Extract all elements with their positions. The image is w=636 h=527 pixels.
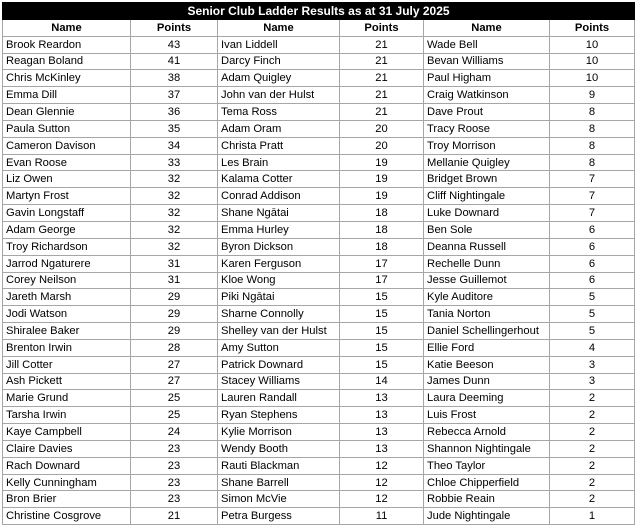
- points-cell: 23: [131, 440, 218, 457]
- points-cell: 21: [340, 87, 424, 104]
- points-cell: 2: [550, 474, 635, 491]
- name-cell: Deanna Russell: [424, 238, 550, 255]
- points-cell: 32: [131, 238, 218, 255]
- points-cell: 23: [131, 491, 218, 508]
- name-cell: Jill Cotter: [3, 356, 131, 373]
- points-cell: 27: [131, 356, 218, 373]
- ladder-table: [2, 2, 635, 525]
- points-cell: 2: [550, 457, 635, 474]
- table-row: [3, 289, 635, 306]
- name-cell: Sharne Connolly: [218, 306, 340, 323]
- points-cell: 27: [131, 373, 218, 390]
- points-cell: 10: [550, 70, 635, 87]
- points-cell: 31: [131, 272, 218, 289]
- name-cell: Shelley van der Hulst: [218, 323, 340, 340]
- points-cell: 13: [340, 390, 424, 407]
- name-cell: Luke Downard: [424, 205, 550, 222]
- name-cell: Reagan Boland: [3, 53, 131, 70]
- table-row: [3, 407, 635, 424]
- name-cell: Les Brain: [218, 154, 340, 171]
- table-row: [3, 53, 635, 70]
- name-cell: Christa Pratt: [218, 137, 340, 154]
- table-row: [3, 339, 635, 356]
- table-row: [3, 120, 635, 137]
- name-cell: Tarsha Irwin: [3, 407, 131, 424]
- name-cell: Jarrod Ngaturere: [3, 255, 131, 272]
- points-cell: 15: [340, 339, 424, 356]
- points-cell: 2: [550, 390, 635, 407]
- name-cell: Wade Bell: [424, 36, 550, 53]
- points-cell: 37: [131, 87, 218, 104]
- table-row: [3, 457, 635, 474]
- column-header-points: Points: [131, 19, 218, 36]
- name-cell: Jareth Marsh: [3, 289, 131, 306]
- name-cell: Evan Roose: [3, 154, 131, 171]
- points-cell: 23: [131, 457, 218, 474]
- points-cell: 21: [340, 104, 424, 121]
- points-cell: 18: [340, 221, 424, 238]
- points-cell: 17: [340, 272, 424, 289]
- table-row: [3, 356, 635, 373]
- name-cell: Cliff Nightingale: [424, 188, 550, 205]
- points-cell: 29: [131, 323, 218, 340]
- name-cell: Kalama Cotter: [218, 171, 340, 188]
- points-cell: 21: [131, 508, 218, 525]
- name-cell: Rach Downard: [3, 457, 131, 474]
- points-cell: 34: [131, 137, 218, 154]
- points-cell: 7: [550, 205, 635, 222]
- points-cell: 15: [340, 323, 424, 340]
- name-cell: Ash Pickett: [3, 373, 131, 390]
- points-cell: 8: [550, 104, 635, 121]
- name-cell: Shiralee Baker: [3, 323, 131, 340]
- points-cell: 8: [550, 120, 635, 137]
- points-cell: 11: [340, 508, 424, 525]
- header-row: [3, 19, 635, 36]
- name-cell: Jesse Guillemot: [424, 272, 550, 289]
- table-row: [3, 171, 635, 188]
- points-cell: 21: [340, 70, 424, 87]
- points-cell: 19: [340, 171, 424, 188]
- points-cell: 4: [550, 339, 635, 356]
- table-row: [3, 154, 635, 171]
- points-cell: 7: [550, 171, 635, 188]
- points-cell: 6: [550, 272, 635, 289]
- points-cell: 1: [550, 508, 635, 525]
- name-cell: Paula Sutton: [3, 120, 131, 137]
- points-cell: 23: [131, 474, 218, 491]
- points-cell: 6: [550, 221, 635, 238]
- table-row: [3, 104, 635, 121]
- name-cell: Brenton Irwin: [3, 339, 131, 356]
- column-header-name: Name: [218, 19, 340, 36]
- column-header-points: Points: [550, 19, 635, 36]
- name-cell: Byron Dickson: [218, 238, 340, 255]
- name-cell: Claire Davies: [3, 440, 131, 457]
- name-cell: Chloe Chipperfield: [424, 474, 550, 491]
- points-cell: 36: [131, 104, 218, 121]
- table-row: [3, 70, 635, 87]
- name-cell: Rechelle Dunn: [424, 255, 550, 272]
- table-row: [3, 474, 635, 491]
- points-cell: 12: [340, 491, 424, 508]
- name-cell: Liz Owen: [3, 171, 131, 188]
- name-cell: Bron Brier: [3, 491, 131, 508]
- table-row: [3, 508, 635, 525]
- points-cell: 32: [131, 171, 218, 188]
- points-cell: 5: [550, 306, 635, 323]
- column-header-points: Points: [340, 19, 424, 36]
- name-cell: Paul Higham: [424, 70, 550, 87]
- name-cell: Stacey Williams: [218, 373, 340, 390]
- name-cell: Karen Ferguson: [218, 255, 340, 272]
- points-cell: 5: [550, 323, 635, 340]
- name-cell: Simon McVie: [218, 491, 340, 508]
- name-cell: Brook Reardon: [3, 36, 131, 53]
- name-cell: James Dunn: [424, 373, 550, 390]
- table-row: [3, 390, 635, 407]
- points-cell: 21: [340, 36, 424, 53]
- name-cell: Katie Beeson: [424, 356, 550, 373]
- name-cell: Shane Barrell: [218, 474, 340, 491]
- points-cell: 12: [340, 457, 424, 474]
- points-cell: 32: [131, 205, 218, 222]
- name-cell: Jodi Watson: [3, 306, 131, 323]
- points-cell: 25: [131, 407, 218, 424]
- points-cell: 25: [131, 390, 218, 407]
- table-row: [3, 255, 635, 272]
- table-row: [3, 491, 635, 508]
- points-cell: 41: [131, 53, 218, 70]
- name-cell: Robbie Reain: [424, 491, 550, 508]
- ladder-body: [3, 36, 635, 524]
- points-cell: 28: [131, 339, 218, 356]
- name-cell: Shane Ngātai: [218, 205, 340, 222]
- name-cell: Mellanie Quigley: [424, 154, 550, 171]
- points-cell: 35: [131, 120, 218, 137]
- name-cell: Daniel Schellingerhout: [424, 323, 550, 340]
- column-header-name: Name: [424, 19, 550, 36]
- table-row: [3, 36, 635, 53]
- points-cell: 12: [340, 474, 424, 491]
- points-cell: 3: [550, 356, 635, 373]
- points-cell: 38: [131, 70, 218, 87]
- name-cell: Rauti Blackman: [218, 457, 340, 474]
- name-cell: Patrick Downard: [218, 356, 340, 373]
- points-cell: 2: [550, 491, 635, 508]
- name-cell: Troy Morrison: [424, 137, 550, 154]
- name-cell: Tracy Roose: [424, 120, 550, 137]
- name-cell: Lauren Randall: [218, 390, 340, 407]
- points-cell: 32: [131, 188, 218, 205]
- name-cell: Shannon Nightingale: [424, 440, 550, 457]
- points-cell: 6: [550, 255, 635, 272]
- name-cell: Conrad Addison: [218, 188, 340, 205]
- points-cell: 2: [550, 440, 635, 457]
- name-cell: Rebecca Arnold: [424, 424, 550, 441]
- name-cell: Kelly Cunningham: [3, 474, 131, 491]
- name-cell: Marie Grund: [3, 390, 131, 407]
- table-row: [3, 424, 635, 441]
- table-title: Senior Club Ladder Results as at 31 July 2025: [3, 3, 635, 20]
- name-cell: Petra Burgess: [218, 508, 340, 525]
- points-cell: 3: [550, 373, 635, 390]
- name-cell: Piki Ngātai: [218, 289, 340, 306]
- points-cell: 19: [340, 188, 424, 205]
- name-cell: Tema Ross: [218, 104, 340, 121]
- name-cell: Kloe Wong: [218, 272, 340, 289]
- points-cell: 13: [340, 440, 424, 457]
- name-cell: Darcy Finch: [218, 53, 340, 70]
- table-row: [3, 238, 635, 255]
- name-cell: Emma Dill: [3, 87, 131, 104]
- table-row: [3, 306, 635, 323]
- name-cell: Chris McKinley: [3, 70, 131, 87]
- name-cell: Bridget Brown: [424, 171, 550, 188]
- name-cell: Gavin Longstaff: [3, 205, 131, 222]
- points-cell: 15: [340, 289, 424, 306]
- table-row: [3, 87, 635, 104]
- column-header-name: Name: [3, 19, 131, 36]
- name-cell: John van der Hulst: [218, 87, 340, 104]
- name-cell: Laura Deeming: [424, 390, 550, 407]
- points-cell: 18: [340, 238, 424, 255]
- name-cell: Theo Taylor: [424, 457, 550, 474]
- points-cell: 32: [131, 221, 218, 238]
- name-cell: Kaye Campbell: [3, 424, 131, 441]
- name-cell: Jude Nightingale: [424, 508, 550, 525]
- name-cell: Kyle Auditore: [424, 289, 550, 306]
- table-row: [3, 323, 635, 340]
- name-cell: Wendy Booth: [218, 440, 340, 457]
- name-cell: Dean Glennie: [3, 104, 131, 121]
- name-cell: Amy Sutton: [218, 339, 340, 356]
- points-cell: 2: [550, 424, 635, 441]
- table-row: [3, 272, 635, 289]
- points-cell: 31: [131, 255, 218, 272]
- points-cell: 29: [131, 306, 218, 323]
- name-cell: Luis Frost: [424, 407, 550, 424]
- points-cell: 18: [340, 205, 424, 222]
- name-cell: Adam Oram: [218, 120, 340, 137]
- points-cell: 15: [340, 306, 424, 323]
- points-cell: 20: [340, 120, 424, 137]
- name-cell: Tania Norton: [424, 306, 550, 323]
- name-cell: Emma Hurley: [218, 221, 340, 238]
- name-cell: Ivan Liddell: [218, 36, 340, 53]
- points-cell: 33: [131, 154, 218, 171]
- points-cell: 5: [550, 289, 635, 306]
- points-cell: 21: [340, 53, 424, 70]
- points-cell: 43: [131, 36, 218, 53]
- name-cell: Kylie Morrison: [218, 424, 340, 441]
- name-cell: Martyn Frost: [3, 188, 131, 205]
- name-cell: Cameron Davison: [3, 137, 131, 154]
- table-row: [3, 188, 635, 205]
- name-cell: Ben Sole: [424, 221, 550, 238]
- name-cell: Troy Richardson: [3, 238, 131, 255]
- points-cell: 17: [340, 255, 424, 272]
- table-row: [3, 221, 635, 238]
- name-cell: Adam Quigley: [218, 70, 340, 87]
- title-row: [3, 3, 635, 20]
- points-cell: 9: [550, 87, 635, 104]
- table-row: [3, 440, 635, 457]
- points-cell: 6: [550, 238, 635, 255]
- points-cell: 15: [340, 356, 424, 373]
- name-cell: Christine Cosgrove: [3, 508, 131, 525]
- points-cell: 24: [131, 424, 218, 441]
- name-cell: Adam George: [3, 221, 131, 238]
- name-cell: Ellie Ford: [424, 339, 550, 356]
- table-row: [3, 137, 635, 154]
- ladder-sheet: [2, 2, 635, 525]
- points-cell: 29: [131, 289, 218, 306]
- points-cell: 7: [550, 188, 635, 205]
- table-row: [3, 205, 635, 222]
- table-row: [3, 373, 635, 390]
- points-cell: 20: [340, 137, 424, 154]
- points-cell: 10: [550, 36, 635, 53]
- name-cell: Ryan Stephens: [218, 407, 340, 424]
- points-cell: 13: [340, 407, 424, 424]
- points-cell: 19: [340, 154, 424, 171]
- points-cell: 14: [340, 373, 424, 390]
- points-cell: 8: [550, 137, 635, 154]
- points-cell: 10: [550, 53, 635, 70]
- name-cell: Dave Prout: [424, 104, 550, 121]
- points-cell: 2: [550, 407, 635, 424]
- name-cell: Corey Neilson: [3, 272, 131, 289]
- points-cell: 13: [340, 424, 424, 441]
- name-cell: Bevan Williams: [424, 53, 550, 70]
- points-cell: 8: [550, 154, 635, 171]
- name-cell: Craig Watkinson: [424, 87, 550, 104]
